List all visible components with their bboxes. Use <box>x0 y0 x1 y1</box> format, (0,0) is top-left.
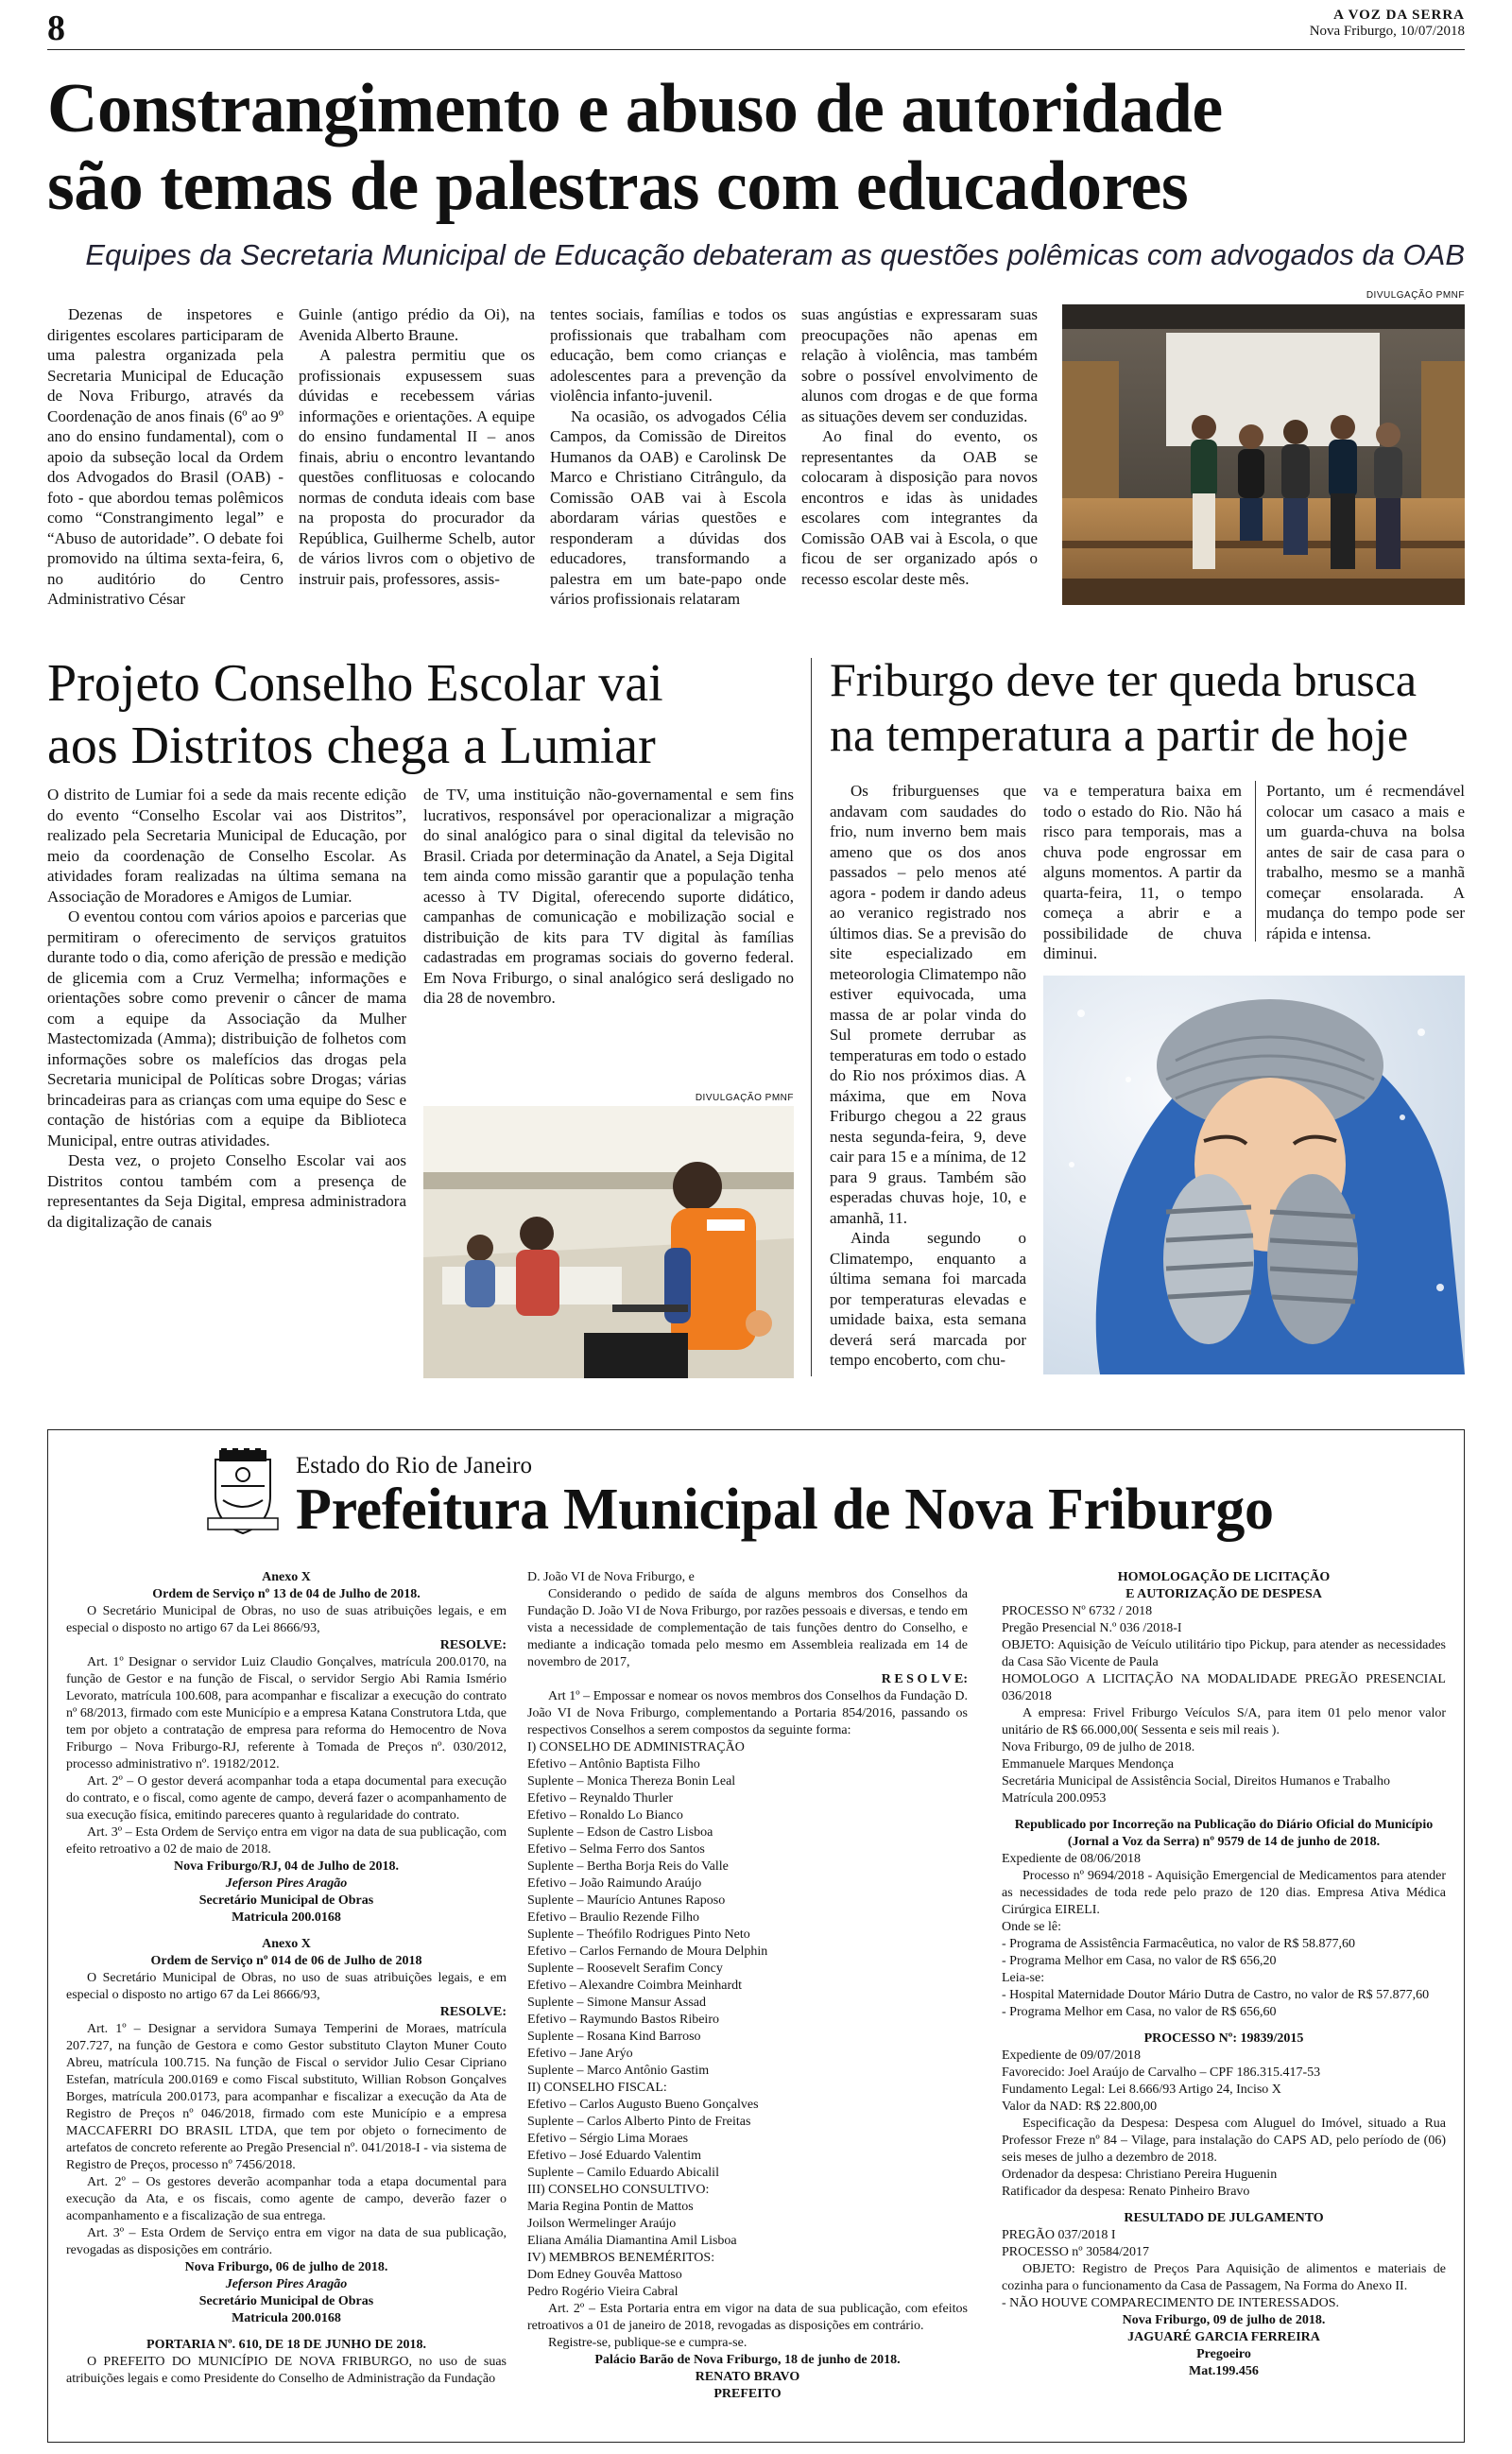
notice-line: III) CONSELHO CONSULTIVO: <box>527 2183 710 2197</box>
notice-line: Jeferson Pires Aragão <box>225 2277 348 2291</box>
notice-line: Matrícula 200.0953 <box>1002 1791 1107 1806</box>
notice-line: Nova Friburgo, 09 de julho de 2018. <box>1122 2313 1326 2327</box>
notice-line: - Programa Melhor em Casa, no valor de R$ 656,20 <box>1002 1954 1277 1968</box>
notice-line: Efetivo – Antônio Baptista Filho <box>527 1757 700 1771</box>
notice-line: HOMOLOGAÇÃO DE LICITAÇÃO <box>1117 1570 1331 1584</box>
notice-line: Secretária Municipal de Assistência Social, Direitos Humanos e Trabalho <box>1002 1774 1390 1789</box>
lead-column-3 <box>550 304 786 610</box>
conselho-paragraph: O eventou contou com vários apoios e parcerias que permitiram o oferecimento de serviços gratuitos durante todo o dia, como aferição de pressão e medição de glicemia com a Cruz Vermelha; informações e orientações sobre como prevenir o câncer de mama com a equipe da Associação da Mulher Mastectomizada (Amma); distribuição de folhetos com informações sobre os malefícios das drogas pela Secretaria municipal de Políticas sobre Drogas; várias brincadeiras para as crianças com uma equipe do Sesc e contação de histórias com a equipe da Biblioteca Municipal, entre outras atividades. <box>47 907 406 1149</box>
notice-line: Republicado por Incorreção na Publicação do Diário Oficial do Município (Jornal a Voz da Serra) nº 9579 de 14 de junho de 2018. <box>1014 1818 1434 1849</box>
paper-name: A VOZ DA SERRA <box>1333 8 1465 23</box>
notice-line: Ordem de Serviço nº 13 de 04 de Julho de 2018. <box>152 1587 421 1601</box>
notice-line <box>66 1927 507 1936</box>
notice-line: PROCESSO nº 30584/2017 <box>1002 2245 1150 2259</box>
weather-paragraph: va e temperatura baixa em todo o estado do Rio. Não há risco para temporais, mas a chuva pode engrossar em alguns momentos. A partir da quarta-feira, 11, o tempo começa a abrir e a possibilidade de chuva diminui. <box>1043 782 1242 962</box>
notice-line: Palácio Barão de Nova Friburgo, 18 de junho de 2018. <box>594 2353 901 2367</box>
notice-line: Art. 2º – O gestor deverá acompanhar toda a etapa documental para execução do contrato, e o fiscal, como agente de campo, deverá fazer o acompanhamento de sua execução física, emitindo pareceres quanto à regularidade do contrato. <box>66 1774 507 1823</box>
masthead <box>1310 8 1465 40</box>
notice-line <box>1002 2201 1446 2210</box>
notice-line: Art. 1º – Designar a servidora Sumaya Temperini de Moraes, matrícula 207.727, na função de Gestora e como Gestor substituto Clayton Muner Couto Abreu, matrícula 100.715. Na função de Fiscal o servidor Julio Cesar Cipriano Estefan, matrícula 200.0169 e como Fiscal substituto, Willian Robson Gonçalves Borges, matrícula 200.0173, para acompanhar e fiscalizar a execução da Ata de Registro de Preços nº 046/2018, firmado com este Município e a empresa MACCAFERRI DO BRASIL LTDA, que tem por objeto o fornecimento de artefatos de concreto referente ao Pregão Presencial nº. 041/2018-I - via sistema de Registro de Preços, processo nº 7456/2018. <box>66 2022 507 2172</box>
lead-photo <box>1062 304 1465 605</box>
notice-line: - Hospital Maternidade Doutor Mário Dutra de Castro, no valor de R$ 57.877,60 <box>1002 1988 1430 2002</box>
column-rule <box>811 658 812 1376</box>
notice-line: PROCESSO Nº: 19839/2015 <box>1143 2031 1304 2046</box>
notice-line: Art 1º – Empossar e nomear os novos membros dos Conselhos da Fundação D. João VI de Nova Friburgo, complementando a Portaria 854/2016, passando os respectivos Conselhos a serem compostos da seguinte forma: <box>527 1689 968 1737</box>
notice-line: Matricula 200.0168 <box>232 2311 341 2325</box>
lead-paragraph: Ao final do evento, os representantes da OAB se colocaram à disposição para novos encontros e idas às unidades escolares com integrantes da Comissão OAB vai à Escola, o que ficou de ser organizado após o recesso escolar deste mês. <box>801 427 1038 588</box>
conselho-photo <box>423 1106 794 1378</box>
conselho-headline <box>47 652 794 777</box>
header-rule <box>47 49 1465 50</box>
notice-line: Valor da NAD: R$ 22.800,00 <box>1002 2100 1158 2114</box>
notice-line: I) CONSELHO DE ADMINISTRAÇÃO <box>527 1740 745 1754</box>
notice-line: - NÃO HOUVE COMPARECIMENTO DE INTERESSADOS. <box>1002 2296 1340 2310</box>
lead-paragraph: A palestra permitiu que os profissionais expusessem suas dúvidas e recebessem várias informações e orientações. A equipe do ensino fundamental II – anos finais, abriu o encontro levantando questões conflituosas e colocando normas de conduta ideais com base na proposta do procurador da República, Guilherme Schelb, autor de vários livros com o objetivo de instruir pais, professores, assis- <box>299 346 535 588</box>
notice-line: Efetivo – Reynaldo Thurler <box>527 1791 674 1806</box>
conselho-headline-line1: Projeto Conselho Escolar vai <box>47 654 663 713</box>
lead-headline-line1: Constrangimento e abuso de autoridade <box>47 70 1223 147</box>
notice-line: Nova Friburgo, 09 de julho de 2018. <box>1002 1740 1195 1754</box>
notice-line: O Secretário Municipal de Obras, no uso de suas atribuições legais, e em especial o disposto no artigo 67 da Lei 8666/93, <box>66 1971 507 2002</box>
weather-column-2 <box>1043 781 1242 964</box>
notices-column-2 <box>527 1569 968 2403</box>
notice-line: Suplente – Monica Thereza Bonin Leal <box>527 1774 736 1789</box>
notice-line: Ordem de Serviço nº 014 de 06 de Julho de 2018 <box>150 1954 422 1968</box>
notice-line: Art. 3º – Esta Ordem de Serviço entra em vigor na data de sua publicação, revogadas as disposições em contrário. <box>66 2226 507 2257</box>
lead-column-4 <box>801 304 1038 589</box>
weather-column-1 <box>830 781 1026 1371</box>
notice-line: Secretário Municipal de Obras <box>198 1893 374 1908</box>
notice-line: Secretário Municipal de Obras <box>198 2294 374 2308</box>
notice-line: Eliana Amália Diamantina Amil Lisboa <box>527 2234 737 2248</box>
notice-line: Suplente – Marco Antônio Gastim <box>527 2064 710 2078</box>
conselho-column-2 <box>423 785 794 1009</box>
conselho-paragraph: de TV, uma instituição não-governamental e sem fins lucrativos, responsável por operacionalizar a migração do sinal analógico para o sinal digital da televisão no Brasil. Criada por determinação da Anatel, a Seja Digital tem ainda como missão garantir que a população tenha acesso à TV Digital, oferecendo suporte didático, campanhas de comunicação e mobilização social e distribuição de kits para TV digital às famílias cadastradas em programas sociais do governo federal. Em Nova Friburgo, o sinal analógico será desligado no dia 28 de novembro. <box>423 786 794 1007</box>
weather-photo <box>1043 976 1465 1374</box>
notice-line: Expediente de 08/06/2018 <box>1002 1852 1141 1866</box>
notice-line: Jeferson Pires Aragão <box>225 1876 348 1891</box>
notice-line: Favorecido: Joel Araújo de Carvalho – CPF 186.315.417-53 <box>1002 2065 1321 2080</box>
weather-headline-line1: Friburgo deve ter queda brusca <box>830 653 1418 706</box>
notice-line: OBJETO: Aquisição de Veículo utilitário tipo Pickup, para atender as necessidades da Casa São Vicente de Paula <box>1002 1638 1446 1669</box>
notice-line: Dom Edney Gouvêa Mattoso <box>527 2268 682 2282</box>
conselho-headline-line2: aos Distritos chega a Lumiar <box>47 717 656 775</box>
notice-line: JAGUARÉ GARCIA FERREIRA <box>1127 2330 1320 2344</box>
notice-line: Efetivo – Alexandre Coimbra Meinhardt <box>527 1979 743 1993</box>
notices-column-1 <box>66 1569 507 2388</box>
notice-line: Especificação da Despesa: Despesa com Aluguel do Imóvel, situado a Rua Professor Freze nº 84 – Vilage, para instalação do CAPS AD, pelo período de (06) seis meses de julho a dezembro de 2018. <box>1002 2117 1446 2165</box>
notice-line: Maria Regina Pontin de Mattos <box>527 2200 694 2214</box>
column-rule <box>1255 781 1256 942</box>
lead-subheadline: Equipes da Secretaria Municipal de Educação debateram as questões polêmicas com advogados da OAB <box>85 238 1465 271</box>
notice-line: Processo nº 9694/2018 - Aquisição Emergencial de Medicamentos para atender as necessidades de toda rede pelo prazo de 120 dias. Empresa Ativa Médica Cirúrgica EIRELI. <box>1002 1869 1446 1917</box>
lead-paragraph: suas angústias e expressaram suas preocupações não apenas em relação à violência, mas também sobre o possível envolvimento de alunos com drogas e de que forma as situações devem ser conduzidas. <box>801 305 1038 425</box>
notice-line: Emmanuele Marques Mendonça <box>1002 1757 1174 1771</box>
conselho-photo-credit: DIVULGAÇÃO PMNF <box>695 1093 794 1103</box>
notice-line: Suplente – Camilo Eduardo Abicalil <box>527 2166 719 2180</box>
notice-line: Ordenador da despesa: Christiano Pereira Huguenin <box>1002 2168 1278 2182</box>
notice-line: Efetivo – Jane Arýo <box>527 2047 633 2061</box>
lead-headline-line2: são temas de palestras com educadores <box>47 147 1189 225</box>
notice-line: Efetivo – Braulio Rezende Filho <box>527 1910 699 1925</box>
notice-line: Efetivo – João Raimundo Araújo <box>527 1876 702 1891</box>
edition-date: Nova Friburgo, 10/07/2018 <box>1309 24 1465 39</box>
notice-line: Efetivo – Carlos Fernando de Moura Delphin <box>527 1944 768 1959</box>
notices-column-3 <box>1002 1569 1446 2380</box>
weather-paragraph: Portanto, um é recmendável colocar um casaco a mais e um guarda-chuva na bolsa antes de sair de casa para o trabalho, mesmo se a manhã começar ensolarada. A mudança do tempo pode ser rápida e intensa. <box>1266 782 1465 942</box>
notice-line: Suplente – Edson de Castro Lisboa <box>527 1825 713 1840</box>
notice-line: Efetivo – Sérgio Lima Moraes <box>527 2132 689 2146</box>
conselho-paragraph: O distrito de Lumiar foi a sede da mais recente edição do evento “Conselho Escolar vai aos Distritos”, realizado pela Secretaria Municipal de Educação, por meio da coordenação de Conselho Escolar. As atividades foram realizadas na última semana na Associação de Moradores e Amigos de Lumiar. <box>47 786 406 906</box>
notice-line: Fundamento Legal: Lei 8.666/93 Artigo 24, Inciso X <box>1002 2082 1281 2097</box>
weather-headline <box>830 652 1465 762</box>
notice-line: Expediente de 09/07/2018 <box>1002 2048 1141 2063</box>
notice-line: Leia-se: <box>1002 1971 1045 1985</box>
notice-line: O PREFEITO DO MUNICÍPIO DE NOVA FRIBURGO, no uso de suas atribuições legais e como Presidente do Conselho de Administração da Fundação <box>66 2355 507 2386</box>
notice-line: Nova Friburgo, 06 de julho de 2018. <box>184 2260 388 2274</box>
notice-line: Pregoeiro <box>1196 2347 1251 2361</box>
notice-line: Suplente – Bertha Borja Reis do Valle <box>527 1859 729 1874</box>
notice-line: PREGÃO 037/2018 I <box>1002 2228 1116 2242</box>
notice-line: Pedro Rogério Vieira Cabral <box>527 2285 679 2299</box>
notice-line: R E S O L V E: <box>881 1672 968 1686</box>
notice-line: O Secretário Municipal de Obras, no uso de suas atribuições legais, e em especial o disposto no artigo 67 da Lei 8666/93, <box>66 1604 507 1635</box>
notice-line: Suplente – Simone Mansur Assad <box>527 1996 706 2010</box>
weather-paragraph: Os friburguenses que andavam com saudades do frio, num inverno bem mais ameno que os dos anos passados – pelo menos até agora - podem ir dando adeus ao veranico registrado nos últimos dias. Se a previsão do site especializado em meteorologia Climatempo não estiver equivocada, uma massa de ar polar vinda do Sul promete derrubar as temperaturas em todo o estado do Rio nos próximos dias. A máxima, que em Nova Friburgo chegou a 22 graus nesta segunda-feira, 9, deve cair para 15 e a mínima, de 12 para 9 graus. Também são esperadas chuvas hoje, 10, e amanhã, 11. <box>830 782 1026 1227</box>
lead-paragraph: Dezenas de inspetores e dirigentes escolares participaram de uma palestra organizada pela Secretaria Municipal de Educação de Nova Friburgo, através da Coordenação de anos finais (6º ao 9º ano do ensino fundamental), com o apoio da subseção local da Ordem dos Advogados do Brasil (OAB) - foto - que abordou temas polêmicos como “Constrangimento legal” e “Abuso de autoridade”. O debate foi promovido na última sexta-feira, 6, no auditório do Centro Administrativo César <box>47 305 284 608</box>
notice-line: Nova Friburgo/RJ, 04 de Julho de 2018. <box>173 1859 399 1874</box>
notice-line: Ratificador da despesa: Renato Pinheiro Bravo <box>1002 2185 1250 2199</box>
notice-line: E AUTORIZAÇÃO DE DESPESA <box>1125 1587 1322 1601</box>
notice-line: Efetivo – José Eduardo Valentim <box>527 2149 702 2163</box>
notice-line: Anexo X <box>262 1937 311 1951</box>
notice-line: PREFEITO <box>713 2387 782 2401</box>
notice-line: Registre-se, publique-se e cumpra-se. <box>548 2336 747 2350</box>
weather-headline-line2: na temperatura a partir de hoje <box>830 708 1409 761</box>
notice-line: IV) MEMBROS BENEMÉRITOS: <box>527 2251 715 2265</box>
notice-line: Mat.199.456 <box>1189 2364 1259 2378</box>
notice-line: Matricula 200.0168 <box>232 1910 341 1925</box>
conselho-paragraph: Desta vez, o projeto Conselho Escolar vai aos Distritos contou também com a presença de representantes da Seja Digital, empresa administradora da digitalização de canais <box>47 1151 406 1231</box>
lead-column-2 <box>299 304 535 589</box>
notice-line: RESOLVE: <box>439 1638 507 1652</box>
notice-line: Efetivo – Raymundo Bastos Ribeiro <box>527 2013 719 2027</box>
coat-of-arms-icon <box>206 1448 280 1535</box>
notice-line: Pregão Presencial N.º 036 /2018-I <box>1002 1621 1182 1635</box>
notice-line: - Programa de Assistência Farmacêutica, no valor de R$ 58.877,60 <box>1002 1937 1356 1951</box>
lead-headline <box>47 70 1465 225</box>
notice-line: Efetivo – Selma Ferro dos Santos <box>527 1842 705 1857</box>
group-photo-image <box>1062 304 1465 605</box>
weather-paragraph: Ainda segundo o Climatempo, enquanto a última semana foi marcada por temperaturas elevadas e umidade baixa, esta semana deverá será marcada por tempo encoberto, com chu- <box>830 1229 1026 1369</box>
notice-line: Considerando o pedido de saída de alguns membros dos Conselhos da Fundação D. João VI de Nova Friburgo, por razões pessoais e diversas, e tendo em vista a necessidade de complementação de tais funções dentro do Conselho, e mediante a indicação tomada pelo mesmo em Assembleia realizada em 14 de novembro de 2017, <box>527 1587 968 1669</box>
winter-woman-image <box>1043 976 1465 1374</box>
notice-line: Suplente – Carlos Alberto Pinto de Freitas <box>527 2115 751 2129</box>
notice-line: Art. 1º Designar o servidor Luiz Claudio Gonçalves, matrícula 200.0170, na função de Gestor e na função de Fiscal, o servidor Sergio Abi Ramia Ismério Levorato, matrícula 100.608, para acompanhar e fiscalizar a execução do contrato nº 68/2013, firmado com este Município e a empresa Katana Construtora Ltda, que tem por objeto a contratação de empresa para reforma do Hemocentro de Nova Friburgo – Nova Friburgo-RJ, referente à Tomada de Preços nº. 030/2012, processo administrativo nº. 19182/2012. <box>66 1655 507 1771</box>
notice-line: Suplente – Theófilo Rodrigues Pinto Neto <box>527 1927 750 1942</box>
lead-column-1 <box>47 304 284 610</box>
notice-line: Onde se lê: <box>1002 1920 1061 1934</box>
notice-line: Art. 2º – Esta Portaria entra em vigor na data de sua publicação, com efeitos retroativos a 01 de janeiro de 2018, revogadas as disposições em contrário. <box>527 2302 968 2333</box>
notice-line: HOMOLOGO A LICITAÇÃO NA MODALIDADE PREGÃO PRESENCIAL 036/2018 <box>1002 1672 1446 1703</box>
prefeitura-state: Estado do Rio de Janeiro <box>296 1453 532 1478</box>
page-number: 8 <box>47 9 65 48</box>
notice-line: Efetivo – Carlos Augusto Bueno Gonçalves <box>527 2098 759 2112</box>
notice-line: Suplente – Roosevelt Serafim Concy <box>527 1961 723 1976</box>
notice-line <box>1002 1807 1446 1817</box>
weather-column-3 <box>1266 781 1465 943</box>
notice-line: A empresa: Frivel Friburgo Veículos S/A, para item 01 pelo menor valor unitário de R$ 66.000,00( Sessenta e seis mil reais ). <box>1002 1706 1446 1737</box>
lead-paragraph: Na ocasião, os advogados Célia Campos, da Comissão de Direitos Humanos da OAB) e Carolinsk De Marco e Christiano Citrângulo, da Comissão OAB vai à Escola abordaram várias questões e responderam a dúvidas dos educadores, transformando a palestra em um bate-papo onde vários profissionais relataram <box>550 406 786 608</box>
notice-line: PROCESSO Nº 6732 / 2018 <box>1002 1604 1153 1618</box>
notice-line <box>66 2327 507 2337</box>
lead-paragraph: tentes sociais, famílias e todos os profissionais que trabalham com educação, bem como crianças e adolescentes para a prevenção da violência infanto-juvenil. <box>550 305 786 405</box>
prefeitura-title: Prefeitura Municipal de Nova Friburgo <box>296 1478 1274 1542</box>
notice-line: OBJETO: Registro de Preços Para Aquisição de alimentos e materiais de cozinha para o funcionamento da Casa de Passagem, Na Forma do Anexo II. <box>1002 2262 1446 2293</box>
notice-line: D. João VI de Nova Friburgo, e <box>527 1570 695 1584</box>
event-photo-image <box>423 1106 794 1378</box>
notice-line: - Programa Melhor em Casa, no valor de R$ 656,60 <box>1002 2005 1277 2019</box>
notice-line: Efetivo – Ronaldo Lo Bianco <box>527 1808 683 1823</box>
notice-line: Art. 2º – Os gestores deverão acompanhar toda a etapa documental para execução da Ata, e os fiscais, como agente de campo, deverão fazer o acompanhamento e a fiscalização de sua entrega. <box>66 2175 507 2223</box>
lead-paragraph: Guinle (antigo prédio da Oi), na Avenida Alberto Braune. <box>299 305 535 344</box>
conselho-column-1 <box>47 785 406 1232</box>
notice-line: PORTARIA Nº. 610, DE 18 DE JUNHO DE 2018. <box>146 2338 426 2352</box>
notice-line: RESOLVE: <box>439 2005 507 2019</box>
notice-line: II) CONSELHO FISCAL: <box>527 2081 667 2095</box>
notice-line: Suplente – Rosana Kind Barroso <box>527 2030 701 2044</box>
notice-line: RESULTADO DE JULGAMENTO <box>1124 2211 1324 2225</box>
lead-photo-credit: DIVULGAÇÃO PMNF <box>1366 290 1465 301</box>
notice-line <box>1002 2021 1446 2031</box>
notice-line: RENATO BRAVO <box>695 2370 800 2384</box>
notice-line: Suplente – Maurício Antunes Raposo <box>527 1893 726 1908</box>
notice-line: Art. 3º – Esta Ordem de Serviço entra em vigor na data de sua publicação, com efeito retroativo a 02 de maio de 2018. <box>66 1825 507 1857</box>
notice-line: Joilson Wermelinger Araújo <box>527 2217 677 2231</box>
notice-line: Anexo X <box>262 1570 311 1584</box>
